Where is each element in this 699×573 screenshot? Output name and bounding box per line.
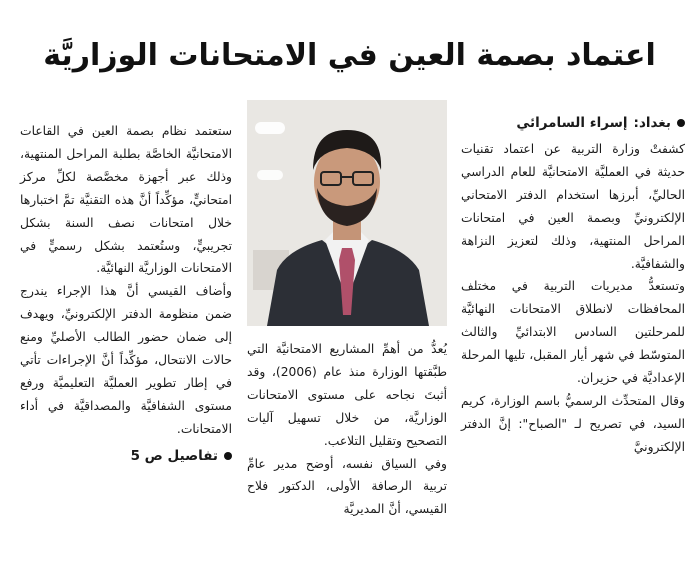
byline [461, 112, 685, 134]
article-column-middle [247, 338, 447, 521]
details-label: تفاصيل ص 5 [130, 447, 218, 464]
continued-on-page [20, 445, 232, 468]
article-paragraph: وأضاف القيسي أنَّ هذا الإجراء يندرج ضمن منظومة الدفتر الإلكترونيِّ، ويهدف إلى ضمان حضور الطالب الأصليِّ ومنع حالات الانتحال، مؤكِّداً أنَّ الإجراءات تأتي في إطار تطوير العمليَّة التعليميَّة ورفع مستوى الشفافيَّة والمصداقيَّة في أداء الامتحانات. [20, 284, 232, 436]
article-paragraph: يُعدُّ من أهمِّ المشاريع الامتحانيَّة التي طبَّقتها الوزارة منذ عام (2006)، وقد أثبتَ نجاحه على مستوى الامتحانات الوزاريَّة، من خلال تسهيل آليات التصحيح وتقليل التلاعب. [247, 342, 447, 448]
article-column-left [20, 120, 232, 468]
article-column-right [461, 112, 685, 459]
bullet-icon [677, 119, 685, 127]
article-paragraph: وتستعدُّ مديريات التربية في مختلف المحافظات لانطلاق الامتحانات النهائيَّة للمرحلتين السادس الابتدائيِّ والثالث المتوسّط في شهر أيار المقبل، تليها المرحلة الإعداديَّة في حزيران. [461, 279, 685, 386]
portrait-illustration [247, 100, 447, 326]
article-headline: اعتماد بصمة العين في الامتحانات الوزاريَّة [43, 38, 656, 74]
byline-author: إسراء السامرائي [516, 115, 628, 131]
article-paragraph: ستعتمد نظام بصمة العين في القاعات الامتحانيَّة الخاصَّة بطلبة المراحل المنتهية، وذلك عبر أجهزة مخصَّصة لكلِّ مركز امتحانيٍّ، مؤكِّداً أنَّ هذه التقنيَّة تمَّ اختبارها خلال امتحانات نصف السنة بشكل تجريبيٍّ، وستُعتمد بشكل رسميٍّ في الامتحانات الوزاريَّة النهائيَّة. [20, 124, 232, 276]
bullet-icon [224, 452, 232, 460]
article-paragraph: وقال المتحدِّث الرسميُّ باسم الوزارة، كريم السيد، في تصريح لـ "الصباح": إنَّ الدفتر الإلكترونيَّ [461, 393, 685, 454]
byline-location: بغداد: [633, 115, 671, 131]
article-photo [247, 100, 447, 326]
article-paragraph: وفي السياق نفسه، أوضح مدير عامِّ تربية الرصافة الأولى، الدكتور فلاح القيسي، أنَّ المديريَّة [247, 456, 447, 517]
article-paragraph: كشفتْ وزارة التربية عن اعتماد تقنيات حديثة في العمليَّة الامتحانيَّة للعام الدراسي الحاليِّ، أبرزها استخدام الدفتر الامتحاني الإلكترونيِّ وبصمة العين في امتحانات المراحل المنتهية، وذلك لتعزيز النزاهة والشفافيَّة. [461, 142, 685, 271]
